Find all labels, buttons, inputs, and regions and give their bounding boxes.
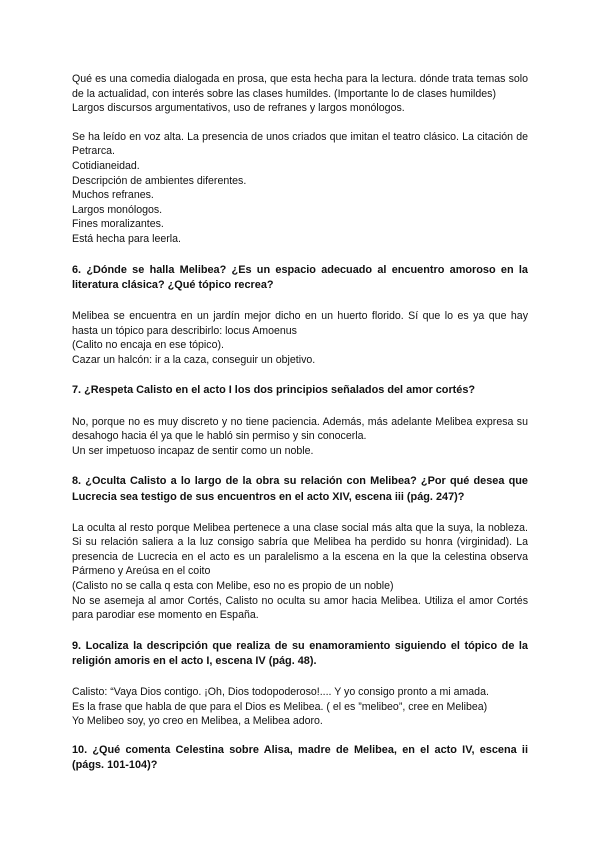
question-8-heading: 8. ¿Oculta Calisto a lo largo de la obra su relación con Melibea? ¿Por qué desea que Lucrecia sea testigo de sus encuentros en el acto XIV, escena iii (pág. 247)?: [72, 475, 528, 503]
intro-paragraph-1: Qué es una comedia dialogada en prosa, que esta hecha para la lectura. dónde trata temas solo de la actualidad, con interés sobre las clases humildes. (Importante lo de clases humildes): [72, 73, 528, 100]
document-page: [72, 72, 528, 773]
intro-list-item: Descripción de ambientes diferentes.: [72, 174, 247, 187]
intro-paragraph-2: Largos discursos argumentativos, uso de refranes y largos monólogos.: [72, 102, 405, 115]
spacer: [72, 399, 528, 415]
question-7-heading: 7. ¿Respeta Calisto en el acto I los dos principios señalados del amor cortés?: [72, 384, 476, 397]
answer-6-line: Melibea se encuentra en un jardín mejor dicho en un huerto florido. Sí que lo es ya que hay hasta un tópico para describirlo: locus Amoenus: [72, 309, 528, 337]
spacer: [72, 505, 528, 521]
intro-list-item: Fines moralizantes.: [72, 218, 164, 231]
spacer: [72, 247, 528, 263]
answer-9-line: Yo Melibeo soy, yo creo en Melibea, a Melibea adoro.: [72, 715, 323, 728]
answer-9-line: Calisto: “Vaya Dios contigo. ¡Oh, Dios todopoderoso!.... Y yo consigo pronto a mi amada.: [72, 686, 489, 699]
answer-7-line: No, porque no es muy discreto y no tiene paciencia. Además, más adelante Melibea expresa su desahogo hacia él ya que le habló sin permiso y sin conocerla.: [72, 415, 528, 443]
question-9-heading: 9. Localiza la descripción que realiza de su enamoramiento siguiendo el tópico de la religión amoris en el acto I, escena IV (pág. 48).: [72, 639, 528, 668]
answer-8-line: No se asemeja al amor Cortés, Calisto no oculta su amor hacia Melibea. Utiliza el amor Cortés para parodiar ese momento en España.: [72, 594, 528, 622]
answer-6-line: (Calito no encaja en ese tópico).: [72, 339, 224, 352]
answer-7-line: Un ser impetuoso incapaz de sentir como un noble.: [72, 444, 314, 457]
intro-list-item: Está hecha para leerla.: [72, 232, 181, 245]
intro-list-item: Largos monólogos.: [72, 203, 163, 216]
spacer: [72, 669, 528, 685]
question-10-heading: 10. ¿Qué comenta Celestina sobre Alisa, madre de Melibea, en el acto IV, escena ii (págs. 101-104)?: [72, 744, 528, 772]
spacer: [72, 458, 528, 474]
spacer: [72, 367, 528, 383]
answer-8-line: La oculta al resto porque Melibea pertenece a una clase social más alta que la suya, la nobleza. Si su relación saliera a la luz consigo sabría que Melibea ha perdido su honra (virginidad). La presencia de Lucrecia en el acto es un paralelismo a la escena en la que la celestina observa Pármeno y Areúsa en el coito: [72, 521, 528, 578]
intro-list-item: Cotidianeidad.: [72, 159, 140, 172]
answer-6-line: Cazar un halcón: ir a la caza, conseguir un objetivo.: [72, 353, 316, 366]
spacer: [72, 116, 528, 130]
intro-paragraph-3: Se ha leído en voz alta. La presencia de unos criados que imitan el teatro clásico. La citación de Petrarca.: [72, 130, 528, 158]
question-6-heading: 6. ¿Dónde se halla Melibea? ¿Es un espacio adecuado al encuentro amoroso en la literatura clásica? ¿Qué tópico recrea?: [72, 263, 528, 291]
intro-list-item: Muchos refranes.: [72, 189, 154, 202]
spacer: [72, 623, 528, 639]
answer-8-line: (Calisto no se calla q esta con Melibe, eso no es propio de un noble): [72, 580, 394, 593]
spacer: [72, 293, 528, 309]
spacer: [72, 729, 528, 743]
answer-9-line: Es la frase que habla de que para el Dios es Melibea. ( el es ”melibeo”, cree en Melibea): [72, 700, 488, 713]
